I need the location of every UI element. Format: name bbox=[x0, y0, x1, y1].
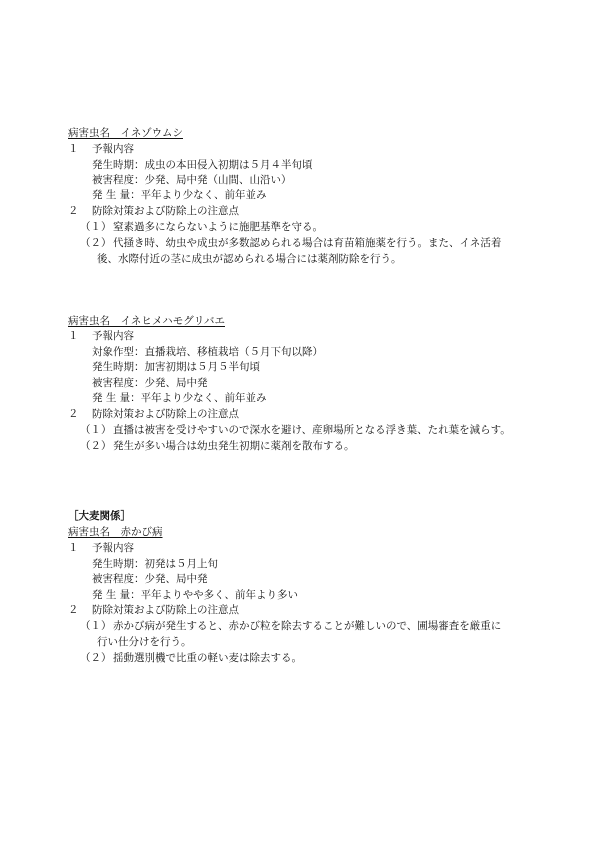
forecast-number: １ bbox=[68, 542, 79, 554]
forecast-heading: 予報内容 bbox=[92, 542, 134, 554]
forecast-line: 対象作型：直播栽培、移植栽培（５月下旬以降） bbox=[92, 346, 323, 358]
control-number: ２ bbox=[68, 408, 79, 420]
control-number: ２ bbox=[68, 604, 79, 616]
control-number: ２ bbox=[68, 205, 79, 217]
control-item-label: （１） bbox=[80, 221, 112, 233]
control-item-label: （２） bbox=[80, 440, 112, 452]
forecast-line: 被害程度：少発、局中発 bbox=[92, 573, 208, 585]
control-heading: 防除対策および防除上の注意点 bbox=[92, 205, 239, 217]
pest-title: 病害虫名 イネゾウムシ bbox=[68, 127, 183, 139]
forecast-line: 発生時期：初発は５月上旬 bbox=[92, 558, 218, 570]
control-item-label: （２） bbox=[80, 237, 112, 249]
forecast-line: 被害程度：少発、局中発 bbox=[92, 377, 208, 389]
forecast-number: １ bbox=[68, 330, 79, 342]
control-item-text: 赤かび病が発生すると、赤かび粒を除去することが難しいので、圃場審査を厳重に bbox=[113, 620, 502, 632]
control-heading: 防除対策および防除上の注意点 bbox=[92, 604, 239, 616]
control-heading: 防除対策および防除上の注意点 bbox=[92, 408, 239, 420]
forecast-number: １ bbox=[68, 143, 79, 155]
control-item-text: 窒素過多にならないように施肥基準を守る。 bbox=[113, 221, 323, 233]
control-item-text: 行い仕分けを行う。 bbox=[97, 636, 192, 648]
control-item-text: 直播は被害を受けやすいので深水を避け、産卵場所となる浮き葉、たれ葉を減らす。 bbox=[113, 424, 511, 436]
pest-title: 病害虫名 赤かび病 bbox=[68, 526, 163, 538]
control-item-label: （２） bbox=[80, 652, 112, 664]
forecast-line: 発生時期：加害初期は５月５半旬頃 bbox=[92, 361, 260, 373]
control-item-text: 揺動選別機で比重の軽い麦は除去する。 bbox=[113, 652, 302, 664]
control-item-label: （１） bbox=[80, 424, 112, 436]
control-item-text: 後、水際付近の茎に成虫が認められる場合には薬剤防除を行う。 bbox=[97, 253, 402, 265]
forecast-heading: 予報内容 bbox=[92, 143, 134, 155]
forecast-line: 発生時期：成虫の本田侵入初期は５月４半旬頃 bbox=[92, 159, 313, 171]
control-item-text: 発生が多い場合は幼虫発生初期に薬剤を散布する。 bbox=[113, 440, 355, 452]
control-item-text: 代掻き時、幼虫や成虫が多数認められる場合は育苗箱施薬を行う。また、イネ活着 bbox=[113, 237, 502, 249]
forecast-line: 発 生 量：平年より少なく、前年並み bbox=[92, 392, 267, 404]
forecast-line: 発 生 量：平年よりやや多く、前年より多い bbox=[92, 589, 298, 601]
group-title: ［大麦関係］ bbox=[68, 510, 131, 522]
forecast-line: 被害程度：少発、局中発（山間、山沿い） bbox=[92, 174, 292, 186]
control-item-label: （１） bbox=[80, 620, 112, 632]
pest-title: 病害虫名 イネヒメハモグリバエ bbox=[68, 315, 225, 327]
forecast-line: 発 生 量：平年より少なく、前年並み bbox=[92, 189, 267, 201]
forecast-heading: 予報内容 bbox=[92, 330, 134, 342]
